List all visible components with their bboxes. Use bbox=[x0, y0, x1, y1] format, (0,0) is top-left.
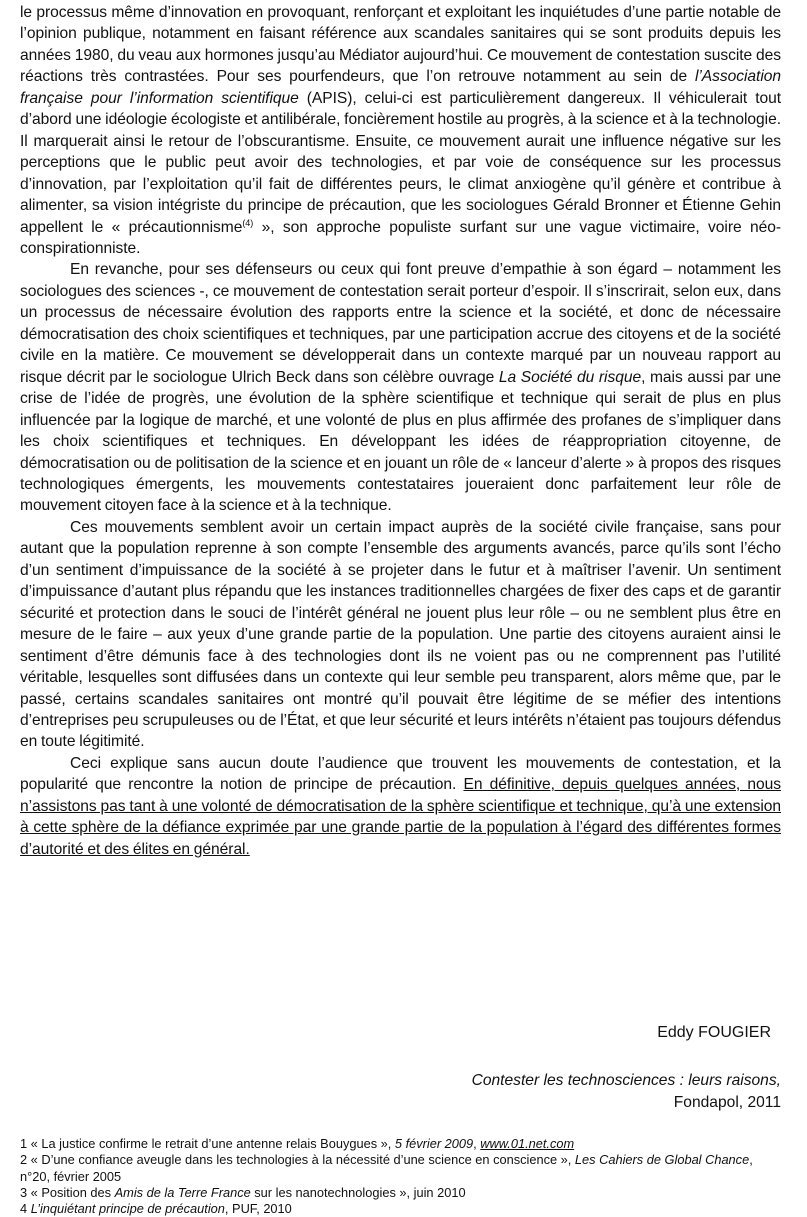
paragraph bbox=[20, 517, 781, 753]
text-run: sur les nanotechnologies », juin 2010 bbox=[250, 1184, 466, 1200]
text-run: , n°20, février 2005 bbox=[20, 1152, 753, 1184]
source-title: Contester les technosciences : leurs raisons, bbox=[471, 1072, 781, 1089]
text-run: , PUF, 2010 bbox=[224, 1201, 292, 1217]
text-run: », son approche populiste surfant sur une vague victimaire, voire néo-conspirationniste. bbox=[20, 218, 781, 257]
footnote bbox=[20, 1152, 781, 1185]
text-run: 3 « Position des bbox=[20, 1184, 115, 1200]
text-run: Ces mouvements semblent avoir un certain impact auprès de la société civile française, sans pour autant que la population reprenne à son compte l’ensemble des arguments avancés, parce qu’ils sont l’écho d’un sentiment d’impuissance de la société à se projeter dans le futur et à maîtriser l’avenir. Un sentiment d’impuissance d’autant plus répandu que les instances traditionnelles chargées de fixer des caps et de garantir sécurité et protection dans le souci de l’intérêt général ne jouent plus leur rôle – ou ne semblent plus être en mesure de le faire – aux yeux d’une grande partie de la population. Une partie des citoyens auraient ainsi le sentiment d’être démunis face à des technologies dont ils ne voient pas ou ne comprennent pas l’utilité véritable, lesquelles sont diffusées dans un contexte qui leur semble peu transparent, alors même que, par le passé, certains scandales sanitaires ont montré qu’il pouvait être légitime de se méfier des intentions d’entreprises peu scrupuleuses ou de l’État, et que leur sécurité et leurs intérêts n’étaient pas toujours défendus en toute légitimité. bbox=[20, 518, 781, 751]
text-run: La Société du risque bbox=[498, 368, 642, 386]
footnote-link[interactable]: www.01.net.com bbox=[480, 1136, 575, 1151]
author-name: Eddy FOUGIER bbox=[657, 1024, 771, 1041]
text-run: 5 février 2009 bbox=[394, 1136, 474, 1151]
text-run: le processus même d’innovation en provoquant, renforçant et exploitant les inquiétudes d’une partie notable de l’opinion publique, notamment en faisant référence aux scandales sanitaires qui se sont produits depuis les années 1980, du veau aux hormones jusqu’au Médiator aujourd’hui. Ce mouvement de contestation suscite des réactions très contrastées. Pour ses pourfendeurs, que l’on retrouve notamment au sein de bbox=[20, 4, 781, 86]
article-body bbox=[20, 2, 781, 860]
footnote bbox=[20, 1201, 781, 1217]
paragraph bbox=[20, 2, 781, 259]
text-run: , mais aussi par une crise de l’idée de progrès, une évolution de la sphère scientifique et technique qui serait de plus en plus influencée par la logique de marché, et une volonté de plus en plus affirmée des profanes de s’impliquer dans les choix scientifiques et techniques. En développant les idées de réappropriation citoyenne, de démocratisation ou de politisation de la science et en jouant un rôle de « lanceur d’alerte » à propos des risques technologiques émergents, les mouvements contestataires joueraient donc parfaitement leur rôle de mouvement citoyen face à la science et à la technique. bbox=[20, 368, 782, 515]
text-run: (4) bbox=[242, 217, 254, 228]
text-run: 1 « La justice confirme le retrait d’une antenne relais Bouygues », bbox=[20, 1136, 395, 1151]
text-run: En définitive, depuis quelques années, nous n’assistons pas tant à une volonté de démocratisation de la sphère scientifique et technique, qu’à une extension à cette sphère de la défiance exprimée par une grande partie de la population à l’égard des différentes formes d’autorité et des élites en général. bbox=[20, 776, 781, 858]
text-run: L’inquiétant principe de précaution bbox=[30, 1201, 225, 1217]
text-run: Les Cahiers de Global Chance bbox=[574, 1152, 750, 1168]
paragraph bbox=[20, 753, 781, 860]
text-run: (APIS), celui-ci est particulièrement dangereux. Il véhiculerait tout d’abord une idéologie écologiste et antilibérale, foncièrement hostile au progrès, à la science et à la technologie. Il marquerait ainsi le retour de l’obscurantisme. Ensuite, ce mouvement aurait une influence négative sur les perceptions que le public peut avoir des technologies, et par voie de conséquence sur les processus d’innovation, par l’exploitation qu’il fait de différentes peurs, le climat anxiogène qu’il génère et contribue à alimenter, sa vision intégriste du principe de précaution, que les sociologues Gérald Bronner et Étienne Gehin appellent le « précautionnisme bbox=[20, 89, 782, 236]
text-run: 2 « D’une confiance aveugle dans les technologies à la nécessité d’une science en conscience », bbox=[20, 1152, 575, 1168]
text-run: Amis de la Terre France bbox=[114, 1184, 251, 1200]
footnotes bbox=[20, 1136, 781, 1217]
text-run: En revanche, pour ses défenseurs ou ceux qui font preuve d’empathie à son égard – notamment les sociologues des sciences -, ce mouvement de contestation serait porteur d’espoir. Il s’inscrirait, selon eux, dans un processus de nécessaire évolution des rapports entre la science et la société, et donc de nécessaire démocratisation des choix scientifiques et techniques, par une participation accrue des citoyens et de la société civile en la matière. Ce mouvement se développerait dans un contexte marqué par un nouveau rapport au risque décrit par le sociologue Ulrich Beck dans son célèbre ouvrage bbox=[20, 261, 781, 386]
footnote bbox=[20, 1185, 781, 1201]
text-run: , bbox=[473, 1136, 481, 1151]
text-run: Ceci explique sans aucun doute l’audience que trouvent les mouvements de contestation, et la popularité que rencontre la notion de principe de précaution. bbox=[20, 754, 781, 794]
paragraph bbox=[20, 259, 781, 516]
source-citation bbox=[472, 1070, 781, 1113]
text-run: 4 bbox=[20, 1201, 31, 1217]
source-publisher: Fondapol, 2011 bbox=[673, 1093, 781, 1111]
footnote bbox=[20, 1136, 781, 1152]
text-run: l’Association française pour l’information scientifique bbox=[20, 68, 781, 107]
